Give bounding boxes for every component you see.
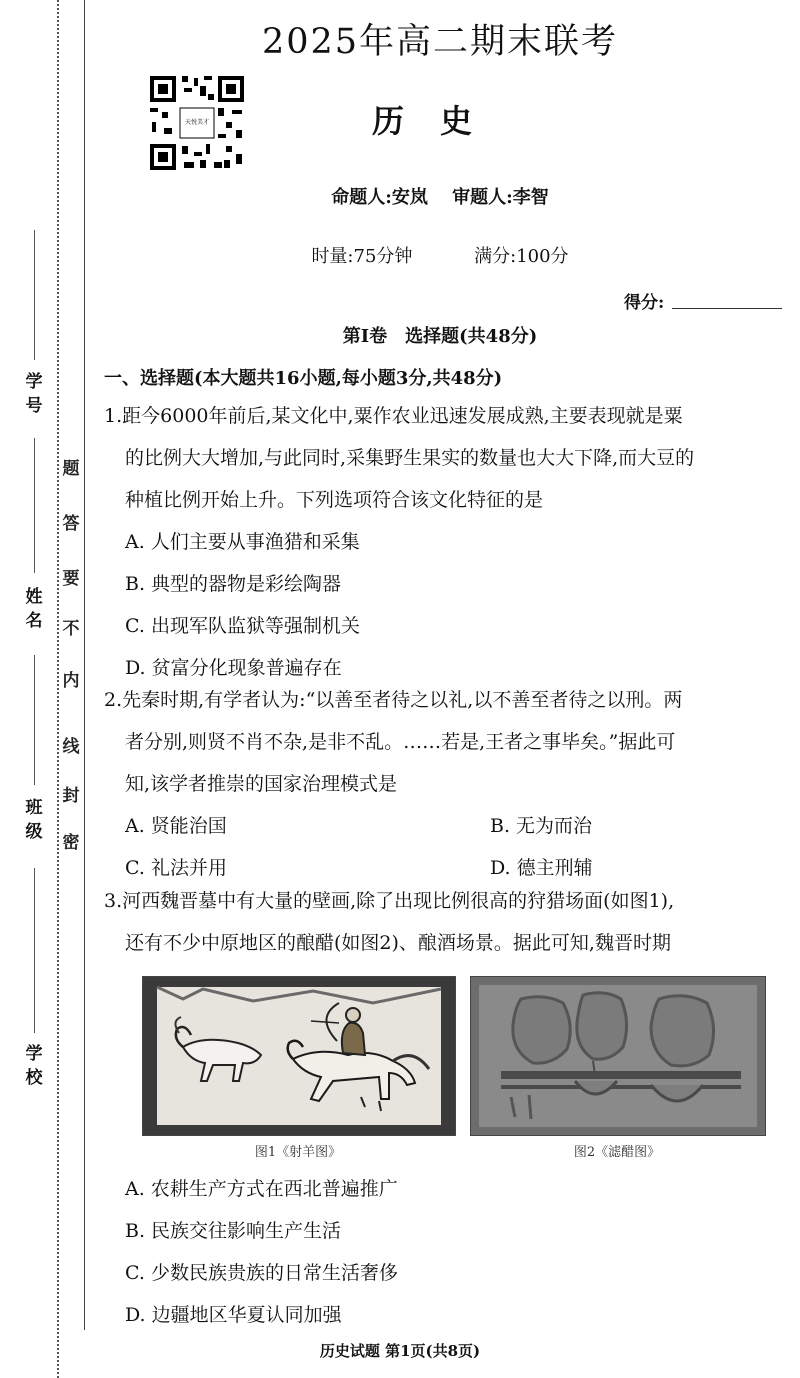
class-blank [34,655,35,785]
figure-2-caption: 图2《滤醋图》 [573,1145,661,1160]
school-blank [34,868,35,1033]
question-stem [104,880,786,922]
vinegar-filter-mural-icon [471,977,765,1135]
option-a[interactable]: A. 贤能治国 [125,815,227,837]
option-d[interactable]: D. 边疆地区华夏认同加强 [125,1304,342,1326]
question-3 [104,880,786,964]
binding-dotted-line [57,0,59,1378]
stem-line: 先秦时期,有学者认为:“以善至者待之以礼,以不善至者待之以刑。两 [122,689,683,711]
option-c[interactable]: C. 出现军队监狱等强制机关 [125,615,360,637]
stem-line: 距今6000年前后,某文化中,粟作农业迅速发展成熟,主要表现就是粟 [122,405,683,427]
stem-line: 种植比例开始上升。下列选项符合该文化特征的是 [125,489,544,511]
question-number: 3. [104,890,123,912]
setter-name: 命题人:安岚 [331,187,428,208]
stem-line: 者分别,则贤不肖不杂,是非不乱。……若是,王者之事毕矣。”据此可 [125,731,676,753]
question-3-options [104,1168,786,1336]
seal-char: 内 [62,671,80,691]
exam-info-line [200,242,680,268]
seal-char: 题 [62,459,80,479]
exam-title: 2025年高二期末联考 [261,22,619,62]
margin-label-student-id: 学号 [25,372,43,416]
seal-char: 不 [62,619,80,639]
score-label: 得分: [624,293,665,313]
score-blank[interactable] [672,308,782,309]
question-stem [104,395,786,437]
seal-char: 密 [62,833,80,853]
seal-char: 答 [62,514,80,534]
seal-char: 要 [62,569,80,589]
reviewer-name: 审题人:李智 [452,187,549,208]
seal-char: 线 [62,737,80,757]
option-d[interactable]: D. 贫富分化现象普遍存在 [125,657,342,679]
full-score: 满分:100分 [474,246,569,267]
stem-line: 知,该学者推崇的国家治理模式是 [125,773,398,795]
question-number: 2. [104,689,123,711]
option-d[interactable]: D. 德主刑辅 [490,857,593,879]
option-b[interactable]: B. 无为而治 [490,815,593,837]
margin-rule [84,0,85,1330]
question-stem [104,679,786,721]
page-footer: 历史试题 第1页(共8页) [319,1342,481,1360]
question-2 [104,679,786,889]
qr-center-text: 天悦美才 [184,119,209,126]
option-b[interactable]: B. 典型的器物是彩绘陶器 [125,573,342,595]
option-c[interactable]: C. 礼法并用 [125,857,227,879]
hunting-mural-icon [143,977,455,1135]
option-a[interactable]: A. 人们主要从事渔猎和采集 [125,531,360,553]
section-title: 一、选择题(本大题共16小题,每小题3分,共48分) [104,368,503,389]
qr-code-icon[interactable] [148,74,246,172]
option-c[interactable]: C. 少数民族贵族的日常生活奢侈 [125,1262,398,1284]
question-number: 1. [104,405,123,427]
student-id-blank [34,230,35,360]
option-b[interactable]: B. 民族交往影响生产生活 [125,1220,342,1242]
part-title: 第Ⅰ卷 选择题(共48分) [342,326,538,347]
stem-line: 河西魏晋墓中有大量的壁画,除了出现比例很高的狩猎场面(如图1), [122,890,675,912]
margin-label-class: 班级 [25,798,43,842]
margin-label-name: 姓名 [25,587,43,631]
seal-char: 封 [62,786,80,806]
figure-1 [142,976,456,1136]
stem-line: 的比例大大增加,与此同时,采集野生果实的数量也大大下降,而大豆的 [125,447,695,469]
option-a[interactable]: A. 农耕生产方式在西北普遍推广 [125,1178,398,1200]
stem-line: 还有不少中原地区的酿醋(如图2)、酿酒场景。据此可知,魏晋时期 [125,932,671,954]
figure-1-caption: 图1《射羊图》 [254,1145,342,1160]
subject-title: 历史 [371,102,508,140]
question-1 [104,395,786,689]
figure-2 [470,976,766,1136]
time-limit: 时量:75分钟 [311,246,413,267]
margin-label-school: 学校 [25,1044,43,1088]
authors-line [200,183,680,209]
name-blank [34,438,35,573]
